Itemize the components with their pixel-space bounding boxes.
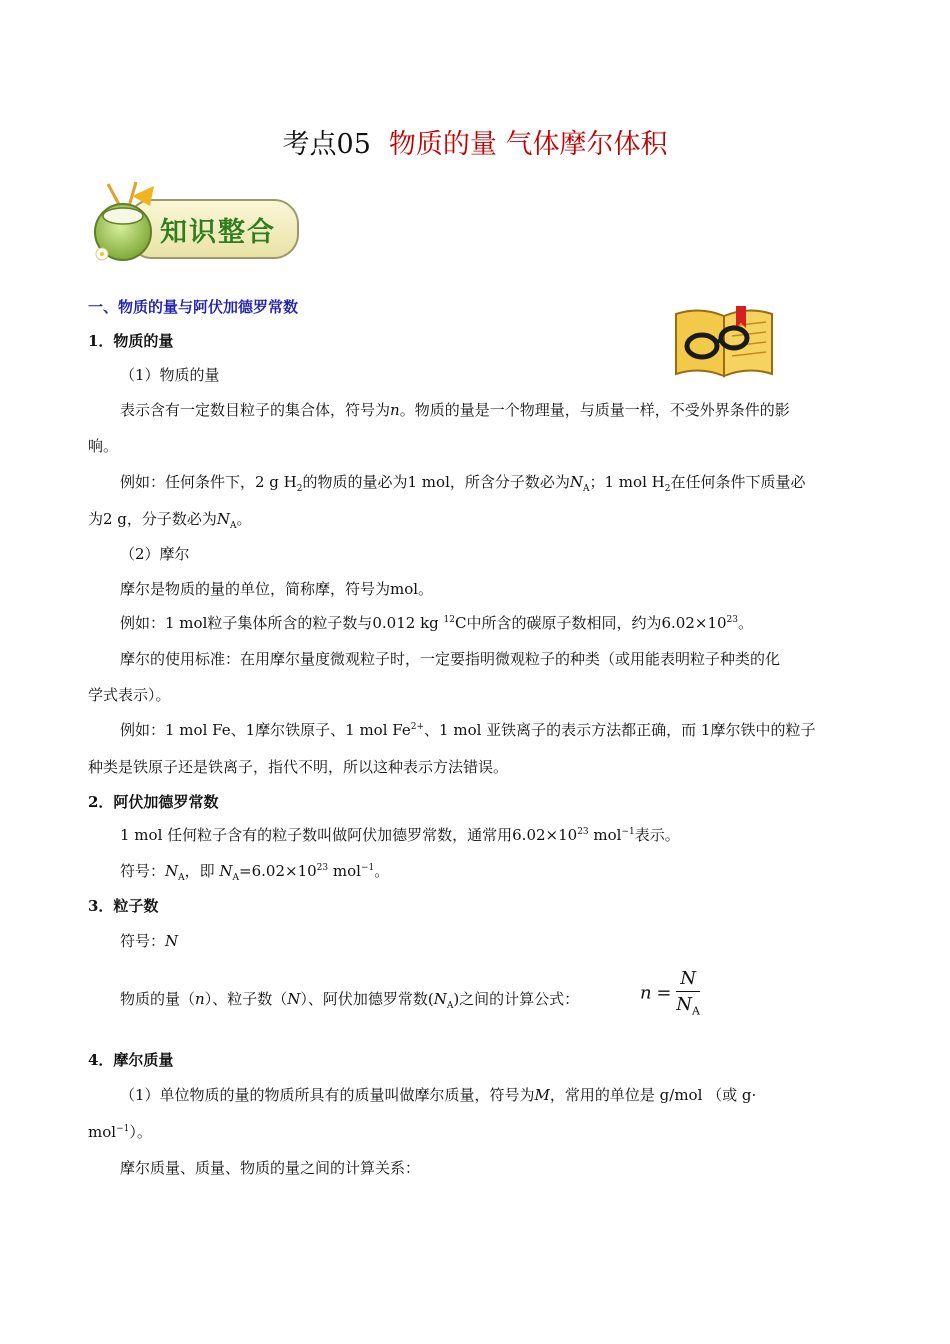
paragraph-relation: 摩尔质量、质量、物质的量之间的计算关系： [120,1159,421,1177]
subheading-2: （2）摩尔 [120,545,190,563]
superscript: 12 [443,615,455,625]
formula-den-symbol: N [676,994,693,1015]
symbol-M: M [534,1086,550,1104]
paragraph-molar-mass-line2 [88,1121,152,1142]
symbol-N: N [219,862,233,880]
superscript: −1 [360,863,375,873]
subscript: A [583,484,590,494]
text: 。 [374,862,390,880]
subscript: A [446,1001,454,1011]
formula-n-equals-N-over-NA [640,968,700,1018]
banner-label: 知识整合 [160,217,276,248]
text: mol [588,826,622,844]
heading-avogadro: 2．阿伏加德罗常数 [88,793,219,811]
paragraph-formula-intro [120,988,579,1011]
knowledge-banner [88,180,302,266]
example-1-line1 [120,471,805,494]
formula-den-subscript: A [692,1004,700,1018]
text: （1）单位物质的量的物质所具有的质量叫做摩尔质量，符号为 [120,1086,535,1104]
formula-fraction [676,968,700,1018]
text: mol [328,862,361,880]
example-1-line2 [88,508,252,531]
subheading-1: （1）物质的量 [120,366,220,384]
superscript: −1 [116,1124,130,1134]
paragraph-molar-mass-line1 [120,1084,756,1105]
text: 、1 mol 亚铁离子的表示方法都正确，而 1摩尔铁中的粒子 [424,721,816,739]
text: 符号： [120,932,166,950]
symbol-n: n [390,401,400,419]
text: 。物质的量是一个物理量，与质量一样，不受外界条件的影 [399,401,790,419]
text: 。 [738,614,754,632]
superscript: 2+ [410,722,425,732]
symbol-N: N [216,510,231,528]
heading-amount-of-substance: 1．物质的量 [88,332,174,350]
page-title [0,122,950,161]
subscript: A [178,873,185,883]
text: )之间的计算公式： [453,990,580,1008]
text: 。 [236,510,252,528]
paragraph-avogadro [120,824,680,845]
text: 表示含有一定数目粒子的集合体，符号为 [120,401,391,419]
text: mol [88,1123,117,1141]
example-3-line1 [120,719,815,740]
superscript: 23 [577,827,589,837]
subscript: 2 [296,484,303,494]
text: 例如：任何条件下，2 g H [120,473,297,491]
paragraph-definition-cont: 响。 [88,437,119,455]
text: C中所含的碳原子数相同，约为6.02×10 [455,614,727,632]
example-3-line2: 种类是铁原子还是铁离子，指代不明，所以这种表示方法错误。 [88,758,509,776]
paragraph-symbol-N [120,930,178,951]
symbol-N: N [165,932,179,950]
text: 例如：1 mol Fe、1摩尔铁原子、1 mol Fe [120,721,411,739]
heading-molar-mass: 4．摩尔质量 [88,1051,174,1069]
paragraph-symbol-NA [120,860,389,883]
symbol-N: N [165,862,179,880]
symbol-N: N [569,473,583,491]
paragraph-definition [120,399,790,420]
superscript: −1 [621,827,635,837]
text: ）、阿伏加德罗常数( [300,990,434,1008]
paragraph-mol: 摩尔是物质的量的单位，简称摩，符号为mol。 [120,580,434,598]
formula-lhs: n [640,982,652,1004]
text: 1 mol 任何粒子含有的粒子数叫做阿伏加德罗常数，通常用6.02×10 [120,826,578,844]
usage-standard-line2: 学式表示）。 [88,686,171,704]
text: ，常用的单位是 g/mol （或 g· [549,1086,757,1104]
symbol-N: N [287,990,301,1008]
symbol-N: N [433,990,447,1008]
subscript: A [230,521,237,531]
text: ，即 [184,862,220,880]
text: 例如：1 mol粒子集体所含的粒子数与0.012 kg [120,614,444,632]
text: 表示。 [634,826,680,844]
text: ；1 mol H [589,473,665,491]
open-book-glasses-icon [672,302,776,380]
formula-denominator [676,992,700,1018]
title-prefix: 考点05 [282,129,371,160]
subscript: 2 [664,484,671,494]
text: =6.02×10 [239,862,317,880]
formula-numerator: N [676,968,700,992]
heading-particle-number: 3．粒子数 [88,897,159,915]
superscript: 23 [726,615,738,625]
text: ）。 [129,1123,152,1141]
superscript: 23 [316,863,329,873]
section-heading-1: 一、物质的量与阿伏加德罗常数 [88,298,299,316]
text: 符号： [120,862,166,880]
usage-standard-line1: 摩尔的使用标准：在用摩尔量度微观粒子时，一定要指明微观粒子的种类（或用能表明粒子种类的化 [120,650,781,668]
title-main: 物质的量 气体摩尔体积 [388,129,668,160]
text: 为2 g，分子数必为 [88,510,217,528]
text: 的物质的量必为1 mol，所含分子数必为 [302,473,570,491]
symbol-n: n [195,990,205,1008]
text: ）、粒子数（ [204,990,288,1008]
formula-equals: = [656,982,672,1004]
text: 在任何条件下质量必 [670,473,806,491]
example-2 [120,612,753,633]
subscript: A [232,873,240,883]
text: 物质的量（ [120,990,196,1008]
